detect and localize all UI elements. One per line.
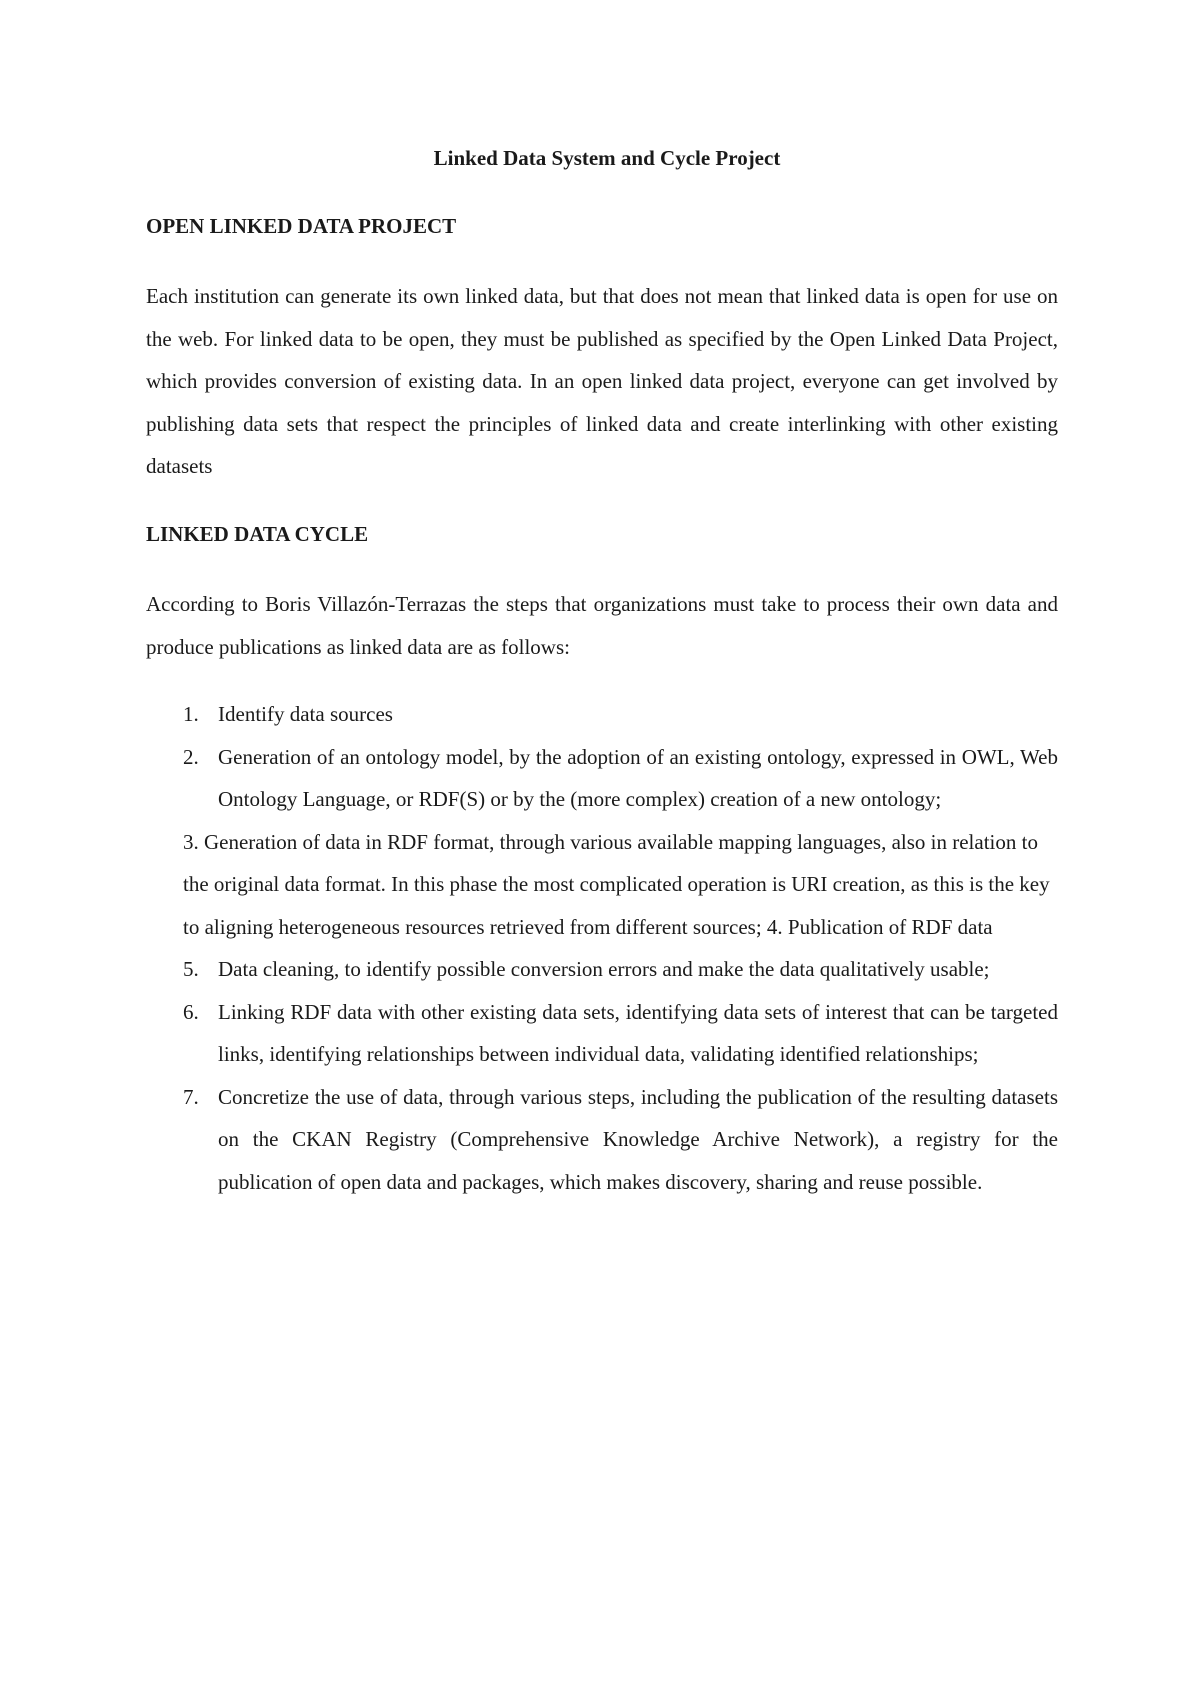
step-number: 5. [183,957,199,981]
section-heading-open-linked-data: OPEN LINKED DATA PROJECT [146,214,457,238]
list-item [0,948,1058,991]
step-text: Data cleaning, to identify possible conversion errors and make the data qualitatively usable; [218,957,990,981]
step-text: Generation of data in RDF format, through various available mapping languages, also in relation to the original data format. In this phase the most complicated operation is URI creation, as this is the key to aligning heterogeneous resources retrieved from different sources; 4. Publication of RDF data [183,829,1050,939]
steps-list [0,693,1200,1203]
step-text: Concretize the use of data, through various steps, including the publication of the resulting datasets on the CKAN Registry (Comprehensive Knowledge Archive Network), a registry for the publication of open data and packages, which makes discovery, sharing and reuse possible. [218,1084,1058,1194]
step-text: Identify data sources [218,702,393,726]
list-item [0,1076,1058,1204]
step-number: 7. [183,1084,199,1109]
step-number: 6. [183,999,199,1024]
list-item [0,736,1058,821]
list-item [0,693,1058,736]
document-title: Linked Data System and Cycle Project [433,146,781,170]
list-item [0,991,1058,1076]
section-paragraph-linked-data-cycle: According to Boris Villazón-Terrazas the steps that organizations must take to process their own data and produce publications as linked data are as follows: [146,592,1058,659]
section-heading-linked-data-cycle: LINKED DATA CYCLE [146,522,369,546]
step-text: Generation of an ontology model, by the adoption of an existing ontology, expressed in OWL, Web Ontology Language, or RDF(S) or by the (more complex) creation of a new ontology; [218,744,1058,811]
step-number: 1. [183,702,199,726]
list-item [0,821,1058,949]
step-number: 3. [183,829,204,854]
step-text: Linking RDF data with other existing data sets, identifying data sets of interest that can be targeted links, identifying relationships between individual data, validating identified relationships; [218,999,1058,1066]
section-paragraph-open-linked-data: Each institution can generate its own linked data, but that does not mean that linked data is open for use on the web. For linked data to be open, they must be published as specified by the Open Linked Data Project, which provides conversion of existing data. In an open linked data project, everyone can get involved by publishing data sets that respect the principles of linked data and create interlinking with other existing datasets [146,284,1058,478]
step-number: 2. [183,744,199,769]
